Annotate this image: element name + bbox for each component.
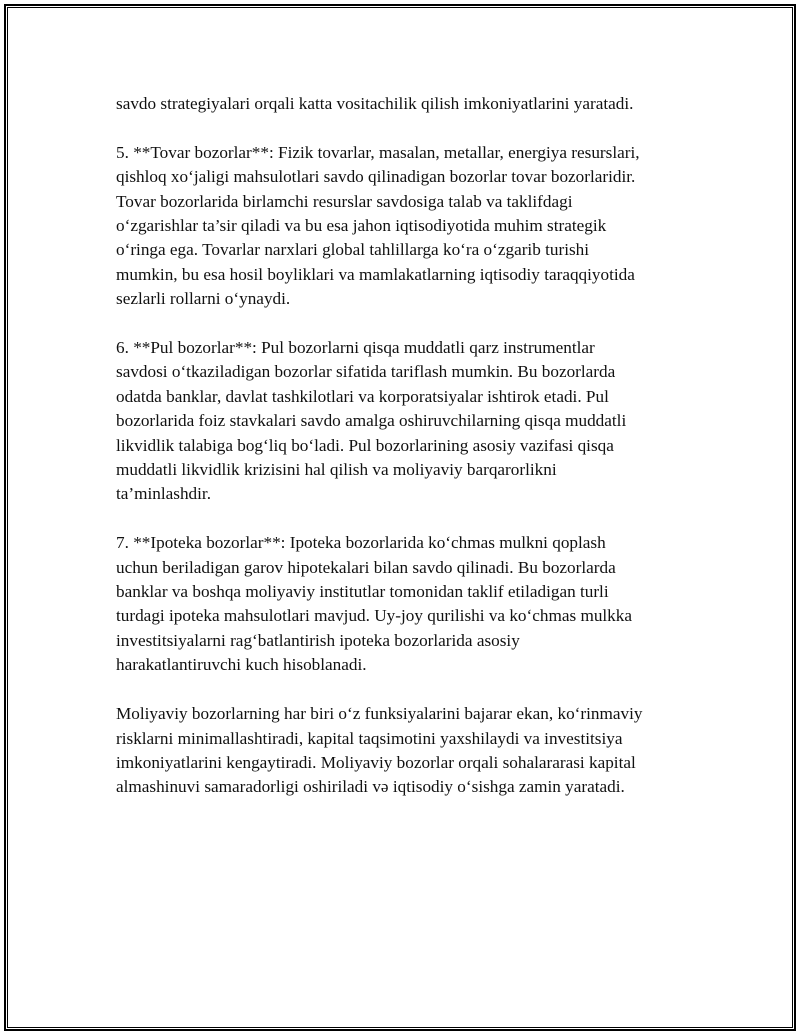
text-line: muddatli likvidlik krizisini hal qilish va moliyaviy barqarorlikni: [116, 460, 557, 480]
document-body: [116, 92, 691, 824]
text-line: almashinuvi samaradorligi oshiriladi və iqtisodiy o‘sishga zamin yaratadi.: [116, 777, 625, 797]
text-line: banklar va boshqa moliyaviy institutlar tomonidan taklif etiladigan turli: [116, 582, 609, 602]
text-line: qishloq xo‘jaligi mahsulotlari savdo qilinadigan bozorlar tovar bozorlaridir.: [116, 167, 636, 187]
paragraph-ipoteka-bozorlar: [116, 531, 691, 677]
paragraph-intro-tail: [116, 92, 691, 116]
text-line: risklarni minimallashtiradi, kapital taqsimotini yaxshilaydi va investitsiya: [116, 728, 623, 748]
text-line: harakatlantiruvchi kuch hisoblanadi.: [116, 655, 367, 675]
text-line: uchun beriladigan garov hipotekalari bilan savdo qilinadi. Bu bozorlarda: [116, 557, 616, 577]
text-line: investitsiyalarni rag‘batlantirish ipoteka bozorlarida asosiy: [116, 630, 520, 650]
text-line: 5. **Tovar bozorlar**: Fizik tovarlar, masalan, metallar, energiya resurslari,: [116, 142, 640, 162]
text-line: savdo strategiyalari orqali katta vositachilik qilish imkoniyatlarini yaratadi.: [116, 94, 634, 113]
text-line: Moliyaviy bozorlarning har biri o‘z funksiyalarini bajarar ekan, ko‘rinmaviy: [116, 704, 643, 724]
text-line: o‘zgarishlar ta’sir qiladi va bu esa jahon iqtisodiyotida muhim strategik: [116, 216, 607, 236]
paragraph-conclusion: [116, 702, 691, 800]
paragraph-pul-bozorlar: [116, 336, 691, 507]
text-line: sezlarli rollarni o‘ynaydi.: [116, 289, 291, 309]
text-line: turdagi ipoteka mahsulotlari mavjud. Uy-joy qurilishi va ko‘chmas mulkka: [116, 606, 633, 626]
text-line: Tovar bozorlarida birlamchi resurslar savdosiga talab va taklifdagi: [116, 191, 573, 211]
text-line: savdosi o‘tkaziladigan bozorlar sifatida tariflash mumkin. Bu bozorlarda: [116, 362, 616, 382]
text-line: bozorlarida foiz stavkalari savdo amalga oshiruvchilarning qisqa muddatli: [116, 411, 627, 431]
text-line: odatda banklar, davlat tashkilotlari va korporatsiyalar ishtirok etadi. Pul: [116, 386, 609, 406]
text-line: mumkin, bu esa hosil boyliklari va mamlakatlarning iqtisodiy taraqqiyotida: [116, 264, 635, 284]
text-line: 6. **Pul bozorlar**: Pul bozorlarni qisqa muddatli qarz instrumentlar: [116, 338, 595, 358]
text-line: ta’minlashdir.: [116, 484, 211, 504]
text-line: imkoniyatlarini kengaytiradi. Moliyaviy bozorlar orqali sohalararasi kapital: [116, 752, 636, 772]
text-line: 7. **Ipoteka bozorlar**: Ipoteka bozorlarida ko‘chmas mulkni qoplash: [116, 533, 606, 553]
text-line: o‘ringa ega. Tovarlar narxlari global tahlillarga ko‘ra o‘zgarib turishi: [116, 240, 590, 260]
text-line: likvidlik talabiga bog‘liq bo‘ladi. Pul bozorlarining asosiy vazifasi qisqa: [116, 435, 614, 455]
paragraph-tovar-bozorlar: [116, 141, 691, 312]
